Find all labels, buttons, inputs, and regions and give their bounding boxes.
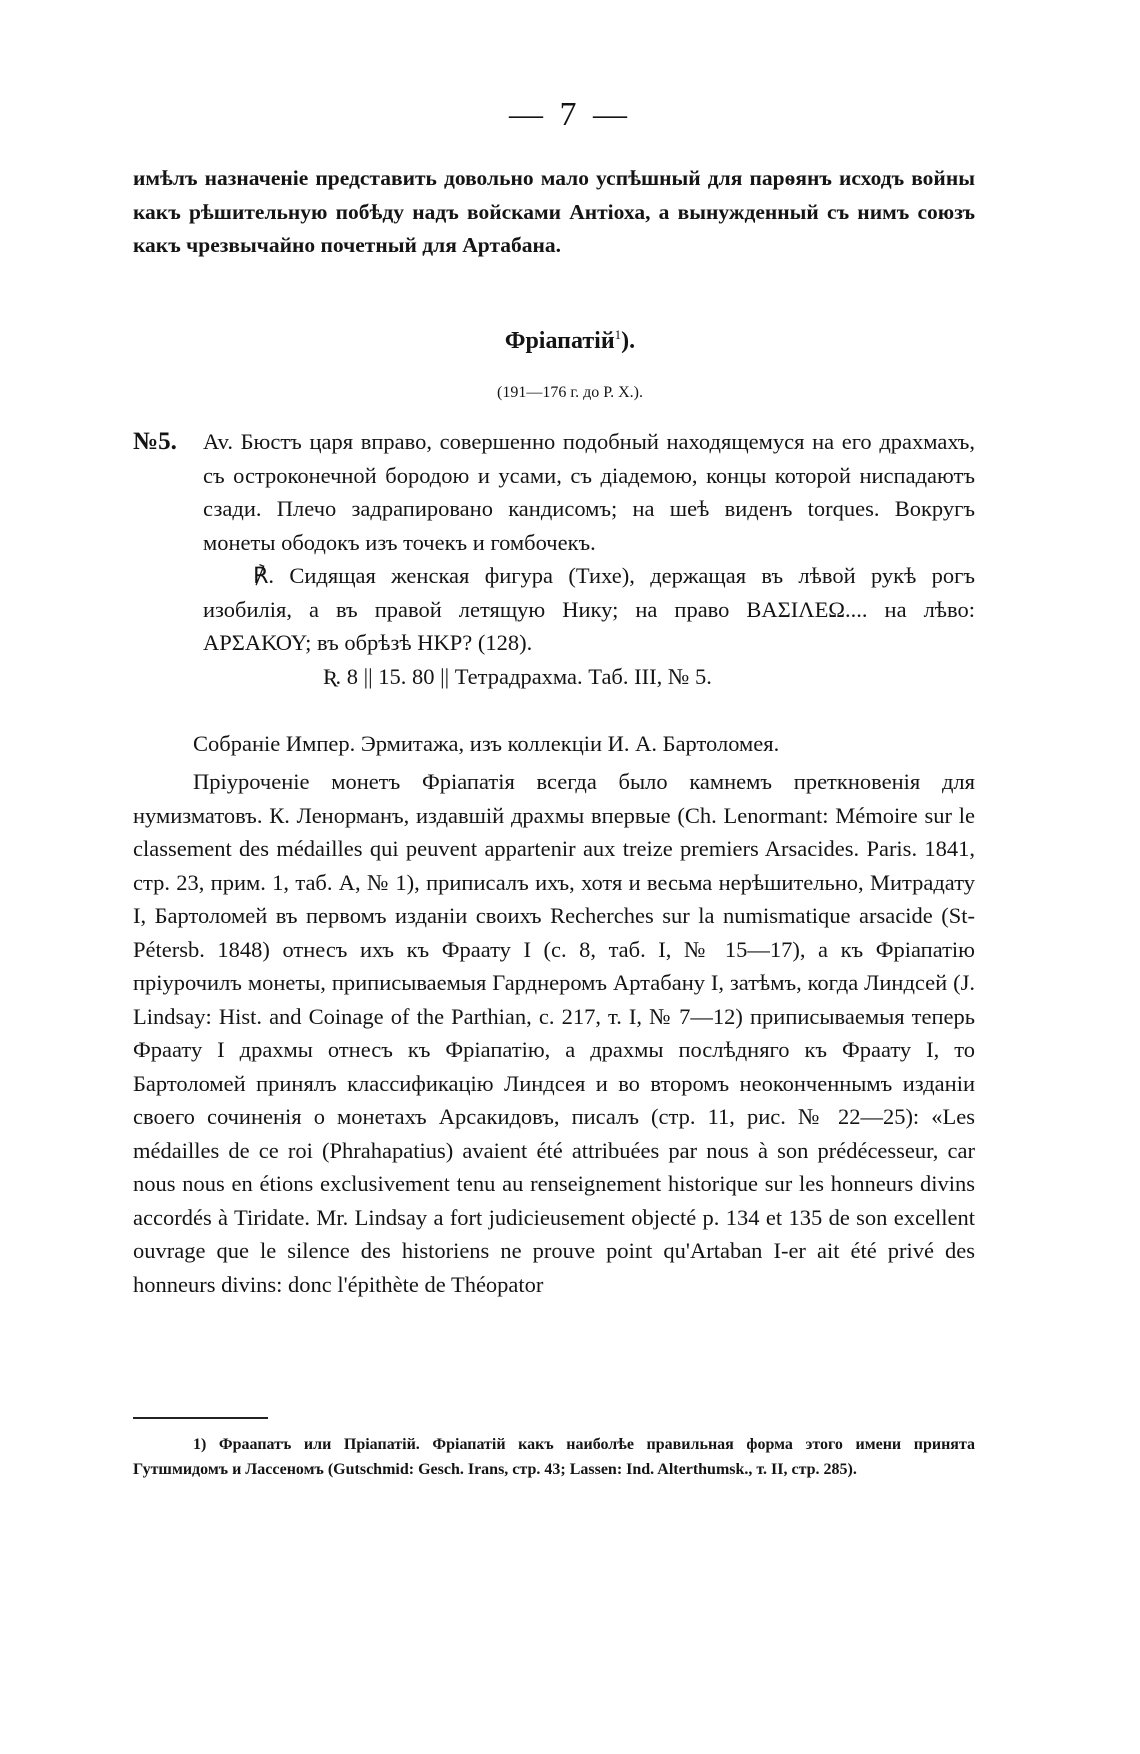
footnote-divider [133, 1417, 268, 1419]
coin-reverse: ℟. Сидящая женская фигура (Тихе), держащая въ лѣвой рукѣ рогъ изобилія, а въ правой летящую Нику; на право ΒΑΣΙΛΕΩ.... на лѣво: ΑΡΣΑΚΟΥ; въ обрѣзѣ ΗΚΡ? (128). [203, 563, 975, 655]
section-title-tail: ). [621, 328, 636, 354]
main-paragraph: Пріуроченіе монетъ Фріапатія всегда было камнемъ преткновенія для нумизматовъ. К. Ленорманъ, издавшій драхмы впервые (Ch. Lenormant: Mémoire sur le classement des médailles qui peuvent appartenir aux treize premiers Arsacides. Paris. 1841, стр. 23, прим. 1, таб. А, № 1), приписалъ ихъ, хотя и весьма нерѣшительно, Митрадату I, Бартоломей въ первомъ изданіи своихъ Recherches sur la numismatique arsacide (St-Pétersb. 1848) отнесъ ихъ къ Фраату I (с. 8, таб. I, № 15—17), а къ Фріапатію пріурочилъ монеты, приписываемыя Гарднеромъ Артабану I, затѣмъ, когда Линдсей (J. Lindsay: Hist. and Coinage of the Parthian, с. 217, т. I, № 7—12) приписываемыя теперь Фраату I драхмы отнесъ къ Фріапатію, а драхмы послѣдняго къ Фраату I, то Бартоломей принялъ классификацію Линдсея и во второмъ неоконченнымъ изданіи своего сочиненія о монетахъ Арсакидовъ, писалъ (стр. 11, рис. № 22—25): «Les médailles de ce roi (Phrahapatius) avaient été attribuées par nous à son prédécesseur, car nous nous en étions exclusivement tenu au renseignement historique sur les honneurs divins accordés à Tiridate. Mr. Lindsay a fort judicieusement objecté p. 134 et 135 de son excellent ouvrage que le silence des historiens ne prouve point qu'Artaban I-er ait été privé des honneurs divins: donc l'épithète de Théopator [133, 769, 975, 1297]
section-title-text: Фріапатій [504, 328, 615, 354]
section-title [0, 327, 1140, 355]
footnote: 1) Фраапатъ или Пріапатій. Фріапатій какъ наиболѣе правильная форма этого имени принята Гутшмидомъ и Лассеномъ (Gutschmid: Gesch. Irans, стр. 43; Lassen: Ind. Alterthumsk., т. II, стр. 285). [133, 1436, 975, 1478]
coin-metrics: Ʀ. 8 || 15. 80 || Тетрадрахма. Таб. III, № 5. [323, 663, 712, 689]
page-number: — 7 — [509, 96, 631, 133]
intro-paragraph: имѣлъ назначеніе представить довольно мало успѣшный для парѳянъ исходъ войны какъ рѣшительную побѣду надъ войсками Антіоха, а вынужденный съ нимъ союзъ какъ чрезвычайно почетный для Артабана. [133, 166, 975, 257]
footnote-reference: 1 [614, 327, 622, 342]
coin-number: №5. [133, 428, 177, 455]
coin-description [203, 425, 975, 693]
section-dates: (191—176 г. до Р. Х.). [496, 384, 643, 401]
coin-obverse: Av. Бюстъ царя вправо, совершенно подобный находящемуся на его драхмахъ, съ остроконечной бородою и усами, съ діадемою, концы которой ниспадаютъ сзади. Плечо задрапировано кандисомъ; на шеѣ виденъ torques. Вокругъ монеты ободокъ изъ точекъ и гомбочекъ. [203, 429, 975, 555]
coin-collection: Собраніе Импер. Эрмитажа, изъ коллекціи И. А. Бартоломея. [193, 731, 780, 756]
